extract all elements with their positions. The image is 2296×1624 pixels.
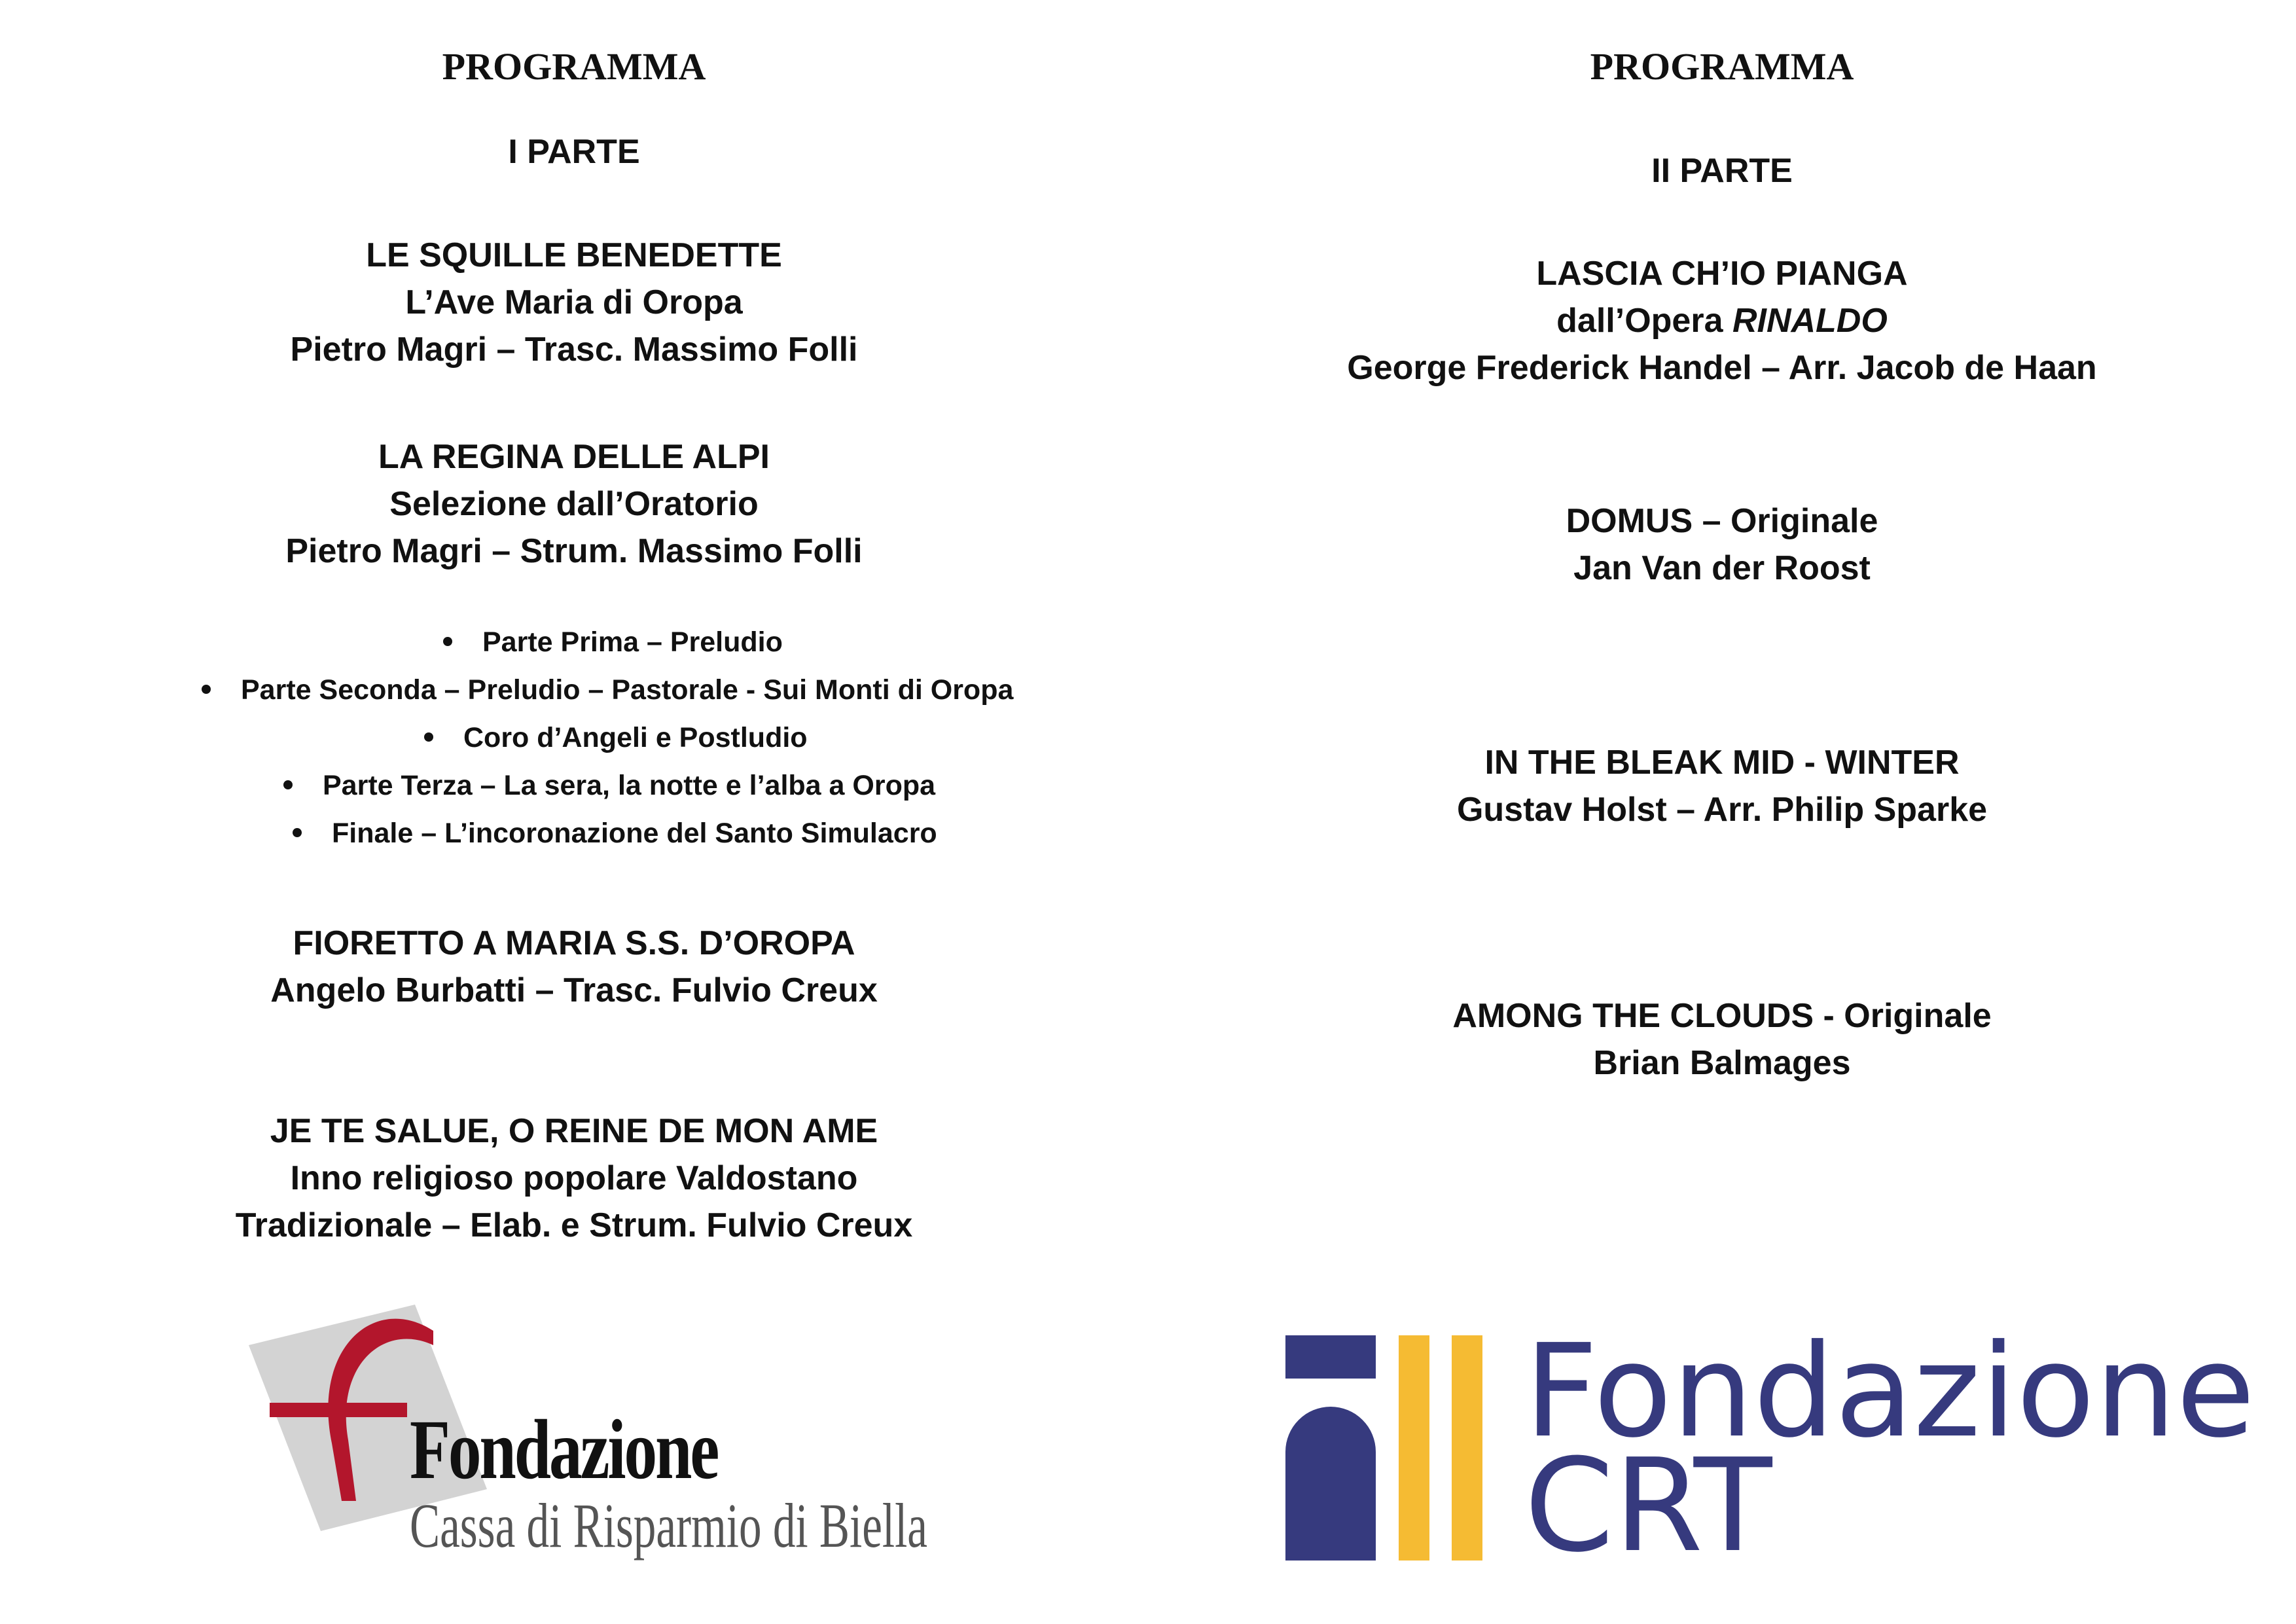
piece-author: Gustav Holst – Arr. Philip Sparke [1456, 791, 1988, 829]
fondazione-crt-logo [1285, 1317, 2255, 1581]
piece-block [1148, 250, 2296, 391]
piece-block [1148, 739, 2296, 833]
bullet-icon [293, 828, 302, 837]
bullet-icon [283, 780, 293, 789]
piece-author: Jan Van der Roost [1573, 549, 1871, 587]
page-title: PROGRAMMA [442, 45, 706, 88]
biella-logo-name: Fondazione [410, 1403, 718, 1497]
piece-block [1148, 992, 2296, 1087]
piece-title: IN THE BLEAK MID - WINTER [1484, 744, 1960, 782]
piece-author: George Frederick Handel – Arr. Jacob de Haan [1347, 349, 2097, 387]
piece-title: LASCIA CH’IO PIANGA [1536, 255, 1908, 293]
piece-subtitle: Inno religioso popolare Valdostano [290, 1159, 858, 1197]
piece-subtitle: L’Ave Maria di Oropa [405, 283, 743, 321]
bullet-icon [443, 637, 452, 646]
bullet-icon [202, 685, 211, 694]
piece-author: Tradizionale – Elab. e Strum. Fulvio Creux [235, 1206, 913, 1244]
page-title: PROGRAMMA [1590, 45, 1854, 88]
right-program-page [1148, 0, 2296, 1624]
bullet-icon [424, 732, 433, 742]
crt-logo-acronym: CRT [1524, 1432, 1772, 1581]
crt-bars-icon [1399, 1335, 1497, 1561]
piece-author: Pietro Magri – Strum. Massimo Folli [285, 532, 863, 570]
piece-block [0, 232, 1148, 373]
fondazione-biella-logo [243, 1293, 937, 1581]
movement-item: Parte Prima – Preludio [443, 623, 783, 662]
piece-subtitle: dall’Opera RINALDO [1556, 302, 1888, 340]
piece-block [0, 920, 1148, 1014]
crt-logo-name: Fondazione [1524, 1317, 2255, 1466]
piece-title: DOMUS – Originale [1566, 502, 1878, 540]
movement-item: Coro d’Angeli e Postludio [424, 718, 808, 757]
piece-author: Brian Balmages [1593, 1044, 1851, 1082]
piece-title: LE SQUILLE BENEDETTE [366, 236, 782, 274]
piece-title: AMONG THE CLOUDS - Originale [1452, 997, 1992, 1035]
movement-item: Parte Terza – La sera, la notte e l’alba a Oropa [283, 766, 935, 805]
piece-block [0, 433, 1148, 575]
movement-item: Parte Seconda – Preludio – Pastorale - Sui Monti di Oropa [202, 670, 1013, 710]
piece-author: Angelo Burbatti – Trasc. Fulvio Creux [270, 971, 878, 1009]
biella-logo-subtitle: Cassa di Risparmio di Biella [410, 1490, 927, 1561]
part-heading: II PARTE [1651, 152, 1793, 190]
piece-block [1148, 497, 2296, 592]
opera-title: RINALDO [1732, 302, 1888, 340]
piece-title: FIORETTO A MARIA S.S. D’OROPA [293, 924, 855, 962]
piece-author: Pietro Magri – Trasc. Massimo Folli [290, 331, 858, 369]
movement-item: Finale – L’incoronazione del Santo Simulacro [293, 814, 937, 853]
part-heading: I PARTE [508, 133, 640, 171]
piece-title: JE TE SALUE, O REINE DE MON AME [270, 1112, 878, 1150]
piece-block [0, 1108, 1148, 1249]
crt-arch-icon [1285, 1335, 1390, 1561]
piece-title: LA REGINA DELLE ALPI [378, 438, 770, 476]
piece-subtitle: Selezione dall’Oratorio [389, 485, 759, 523]
